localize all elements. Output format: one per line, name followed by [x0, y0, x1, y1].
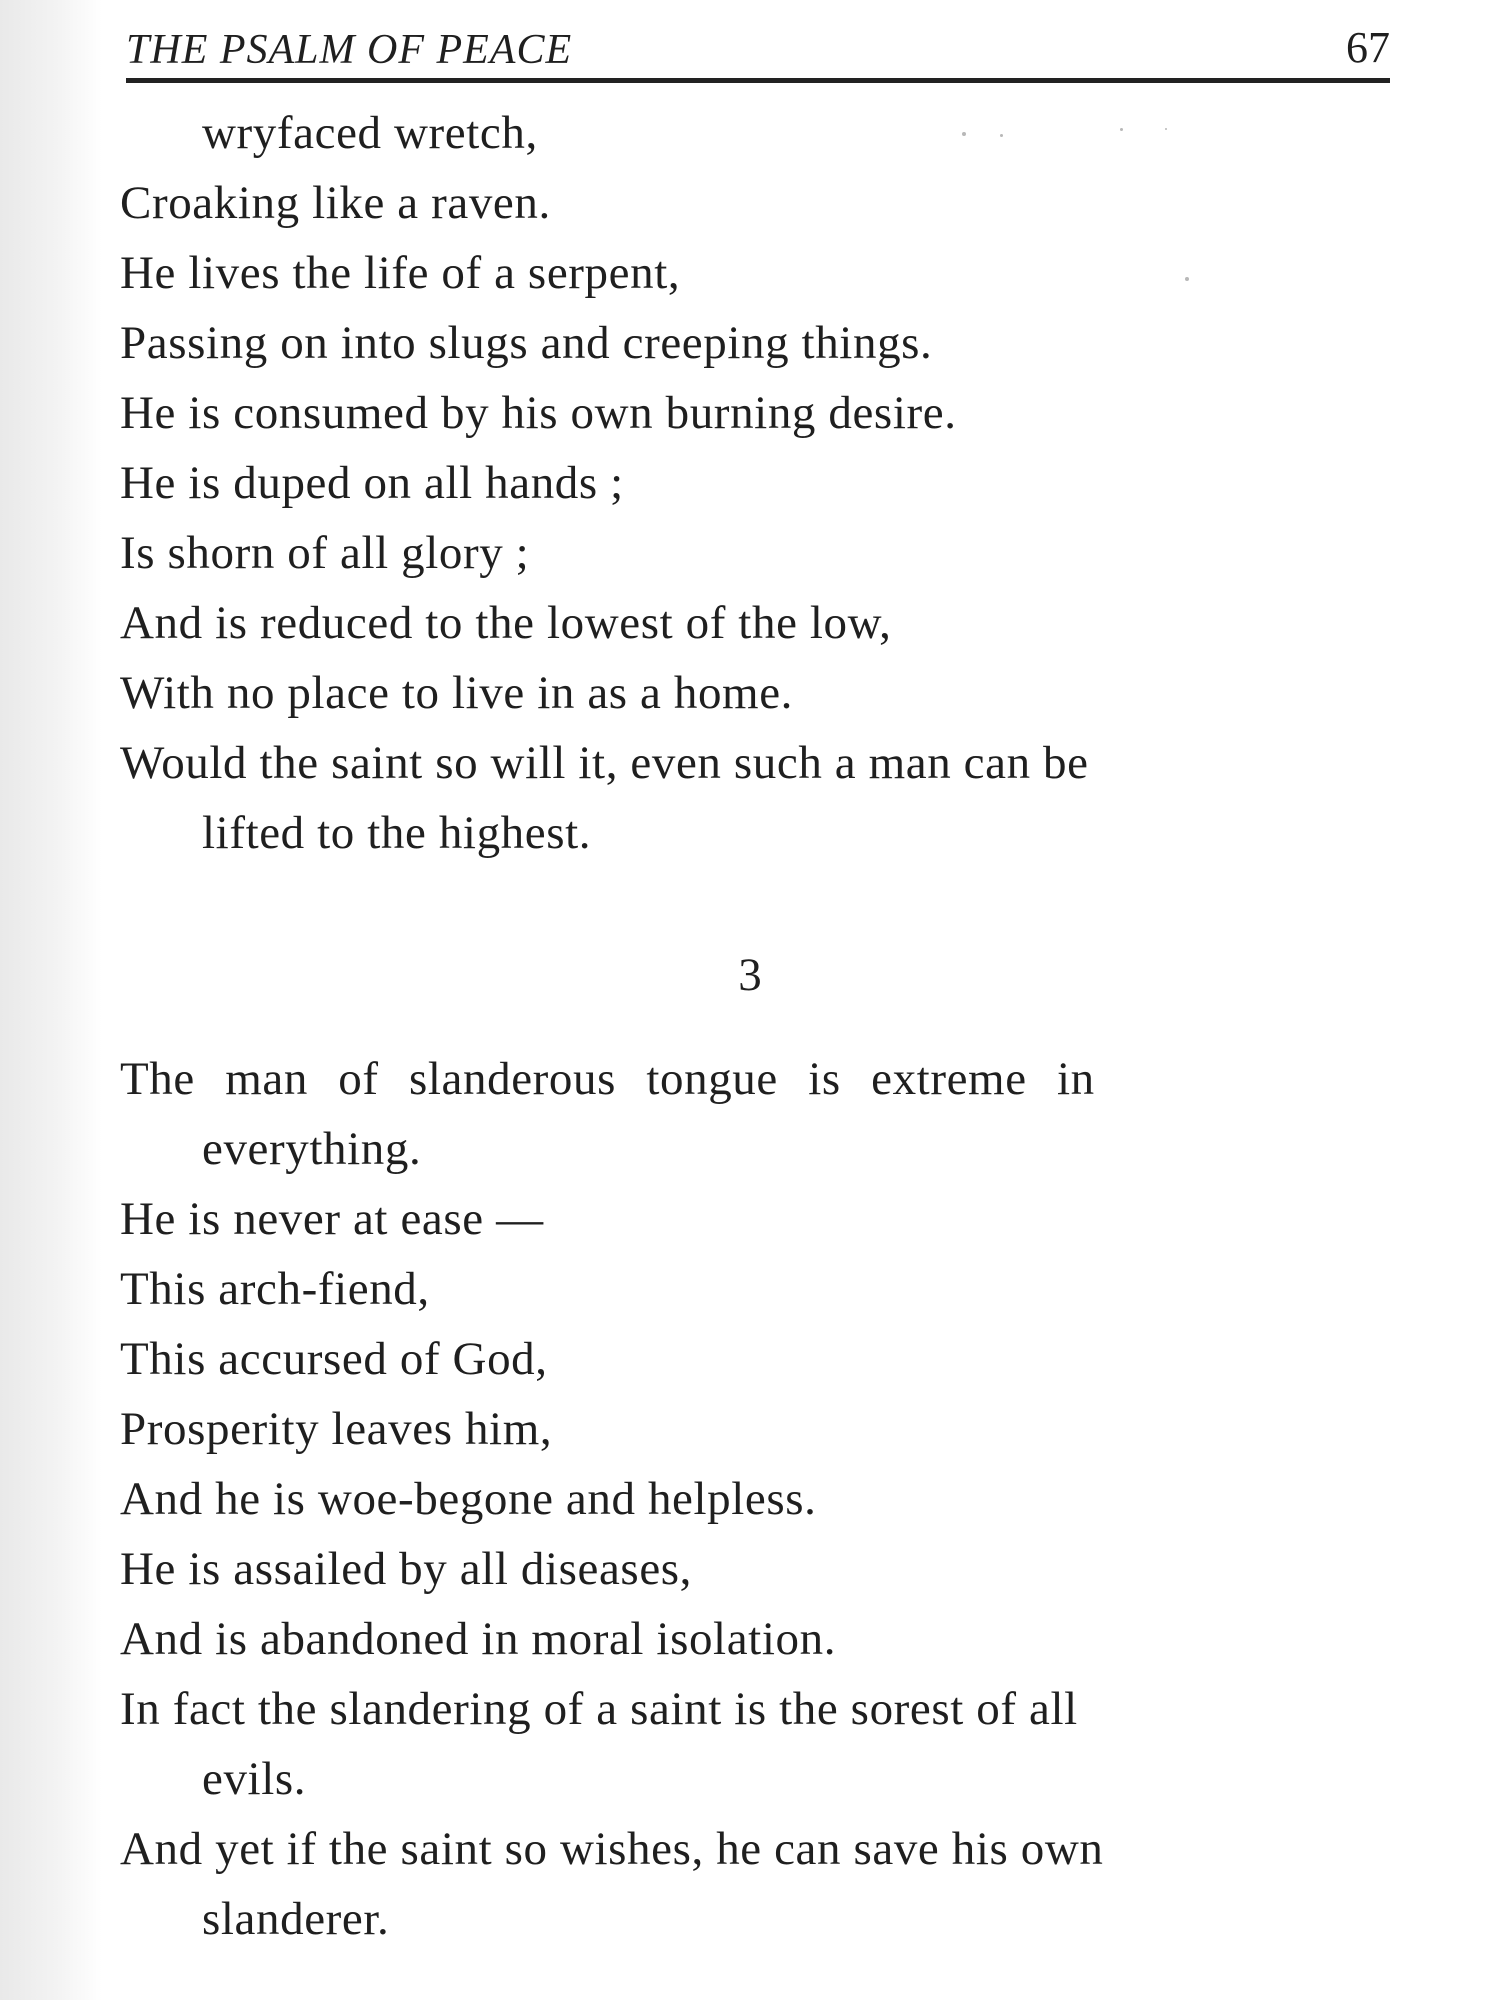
poem-line: wryfaced wretch, [202, 107, 538, 159]
poem-line: This accursed of God, [120, 1333, 548, 1385]
poem-line: He lives the life of a serpent, [120, 247, 681, 299]
scan-speck [1120, 128, 1123, 131]
poem-line: He is never at ease — [120, 1193, 544, 1245]
poem-line: Prosperity leaves him, [120, 1403, 553, 1455]
poem-line: everything. [202, 1123, 422, 1175]
poem-stanza-three [120, 1044, 1390, 1954]
poem-line: And is abandoned in moral isolation. [120, 1613, 837, 1665]
poem-line: And is reduced to the lowest of the low, [120, 597, 892, 649]
poem-line: Is shorn of all glory ; [120, 527, 530, 579]
poem-line: slanderer. [202, 1893, 390, 1945]
section-number: 3 [738, 949, 762, 1001]
poem-line: And he is woe-begone and helpless. [120, 1473, 817, 1525]
poem-line: He is assailed by all diseases, [120, 1543, 693, 1595]
scan-speck [1165, 128, 1167, 130]
scan-speck [962, 132, 966, 136]
poem-line: This arch-fiend, [120, 1263, 430, 1315]
header-rule [126, 78, 1390, 83]
poem-line: And yet if the saint so wishes, he can save his own [120, 1823, 1104, 1875]
poem-line: Croaking like a raven. [120, 177, 551, 229]
poem-line: He is consumed by his own burning desire. [120, 387, 957, 439]
poem-line: With no place to live in as a home. [120, 667, 794, 719]
poem-line: lifted to the highest. [202, 807, 592, 859]
poem-line: The man of slanderous tongue is extreme in [120, 1053, 1095, 1105]
poem-line: Would the saint so will it, even such a man can be [120, 737, 1089, 789]
poem-line: He is duped on all hands ; [120, 457, 624, 509]
page-number: 67 [1346, 23, 1390, 72]
scan-speck [1185, 277, 1189, 281]
poem-line: In fact the slandering of a saint is the sorest of all [120, 1683, 1078, 1735]
running-title: THE PSALM OF PEACE [126, 27, 573, 73]
poem-line: Passing on into slugs and creeping things. [120, 317, 933, 369]
running-header [126, 24, 1390, 84]
poem-stanza-top [120, 98, 1390, 868]
scan-speck [1000, 134, 1003, 137]
poem-line: evils. [202, 1753, 307, 1805]
